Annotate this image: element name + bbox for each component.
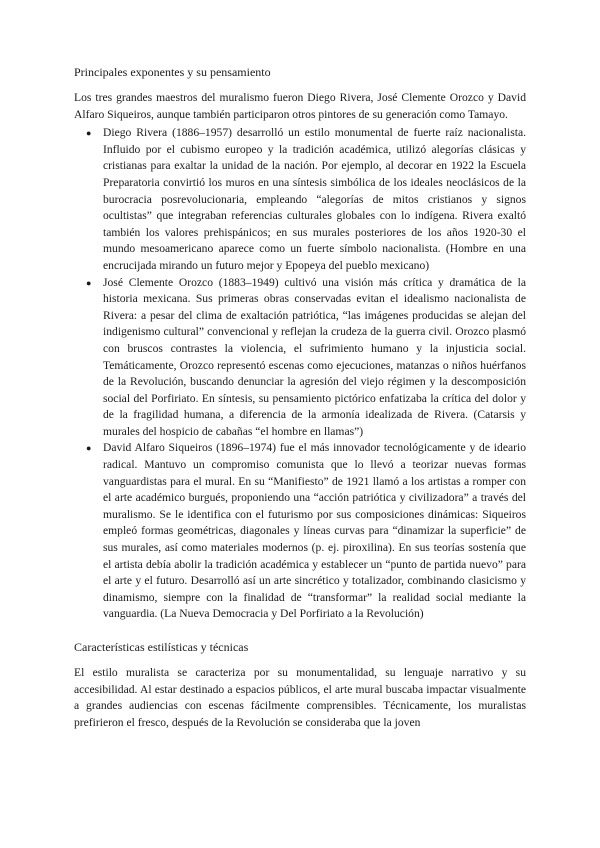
- list-item-text: José Clemente Orozco (1883–1949) cultivó una visión más crítica y dramática de la historia mexicana. Sus primeras obras conservadas evitan el idealismo nacionalista de Rivera: a pesar del clima de exaltación patriótica, “las imágenes producidas se alejan del indigenismo cultural” convencional y reflejan la crudeza de la guerra civil. Orozco plasmó con bruscos contrastes la violencia, el sufrimiento humano y la injusticia social. Temáticamente, Orozco representó escenas como ejecuciones, matanzas o niños huérfanos de la Revolución, buscando denunciar la agresión del viejo régimen y la descomposición social del Porfiriato. En síntesis, su pensamiento pictórico enfatizaba la crítica del dolor y de la fragilidad humana, a diferencia de la armonía idealizada de Rivera. (Catarsis y murales del hospicio de cabañas “el hombre en llamas”): [103, 275, 526, 438]
- section-heading-exponentes: Principales exponentes y su pensamiento: [74, 65, 271, 79]
- document-content: [74, 64, 526, 731]
- list-item-rivera: [86, 125, 526, 274]
- list-item-text: David Alfaro Siqueiros (1896–1974) fue el más innovador tecnológicamente y de ideario radical. Mantuvo un compromiso comunista que lo llevó a teorizar nuevas formas vanguardistas para el mural. En su “Manifiesto” de 1921 llamó a los artistas a romper con el arte académico burgués, proponiendo una “acción patriótica y civilizadora” a través del muralismo. Se le identifica con el futurismo por sus composiciones dinámicas: Siqueiros empleó formas geométricas, diagonales y líneas curvas para “dinamizar la superficie” de sus murales, así como materiales modernos (p. ej. piroxilina). En sus teorías sostenía que el artista debía abolir la tradición académica y establecer un “punto de partida nuevo” para el arte y el futuro. Desarrolló así un arte sincrético y totalizador, combinando clasicismo y dinamismo, siempre con la finalidad de “transformar” la realidad social mediante la vanguardia. (La Nueva Democracia y Del Porfiriato a la Revolución): [103, 441, 526, 621]
- exponents-list: [74, 125, 526, 623]
- intro-paragraph: Los tres grandes maestros del muralismo fueron Diego Rivera, José Clemente Orozco y David Alfaro Siqueiros, aunque también participaron otros pintores de su generación como Tamayo.: [74, 91, 526, 121]
- bullet-icon: ●: [86, 128, 92, 139]
- list-item-orozco: [86, 275, 526, 441]
- list-item-text: Diego Rivera (1886–1957) desarrolló un estilo monumental de fuerte raíz nacionalista. Influido por el cubismo europeo y la tradición académica, utilizó alegorías clásicas y cristianas para exaltar la unidad de la nación. Por ejemplo, al decorar en 1922 la Escuela Preparatoria convirtió los muros en una síntesis simbólica de los ideales neoclásicos de la burocracia posrevolucionaria, empleando “alegorías de mitos cristianos y signos ocultistas” que integraban referencias culturales globales con lo indígena. Rivera exaltó también los valores prehispánicos; en sus murales posteriores de los años 1920-30 el mundo mesoamericano aparece como un fuerte símbolo nacionalista. (Hombre en una encrucijada mirando un futuro mejor y Epopeya del pueblo mexicano): [103, 126, 526, 272]
- list-item-siqueiros: [86, 440, 526, 623]
- bullet-icon: ●: [86, 277, 92, 288]
- section-spacer: [74, 623, 526, 639]
- section-heading-caracteristicas: Características estilísticas y técnicas: [74, 640, 249, 654]
- style-paragraph: El estilo muralista se caracteriza por su monumentalidad, su lenguaje narrativo y su accesibilidad. Al estar destinado a espacios públicos, el arte mural buscaba impactar visualmente a grandes audiencias con escenas fácilmente comprensibles. Técnicamente, los muralistas prefirieron el fresco, después de la Revolución se consideraba que la joven: [74, 666, 526, 729]
- bullet-icon: ●: [86, 443, 92, 454]
